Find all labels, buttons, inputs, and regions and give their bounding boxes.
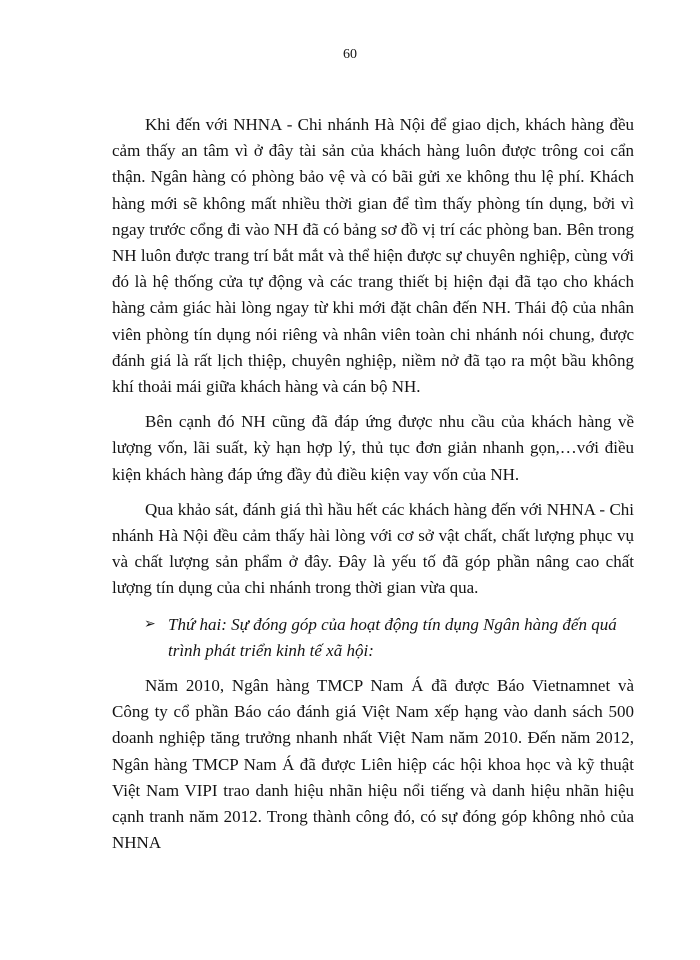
section-heading-text [112, 612, 634, 664]
page-number: 60 [343, 47, 357, 62]
section-heading-label: Thứ hai: Sự đóng góp của hoạt động tín dụng Ngân hàng đến quá trình phát triển kinh tế xã hội: [168, 614, 617, 660]
arrow-bullet-icon: ➢ [144, 616, 156, 632]
paragraph-facilities: Khi đến với NHNA - Chi nhánh Hà Nội để giao dịch, khách hàng đều cảm thấy an tâm vì ở đây tài sản của khách hàng luôn được trông coi cẩn thận. Ngân hàng có phòng bảo vệ và có bãi gửi xe không thu lệ phí. Khách hàng mới sẽ không mất nhiều thời gian để tìm thấy phòng tín dụng, bởi vì ngay trước cổng đi vào NH đã có bảng sơ đồ vị trí các phòng ban. Bên trong NH luôn được trang trí bắt mắt và thể hiện được sự chuyên nghiệp, cùng với đó là hệ thống cửa tự động và các trang thiết bị hiện đại đã tạo cho khách hàng cảm giác hài lòng ngay từ khi mới đặt chân đến NH. Thái độ của nhân viên phòng tín dụng nói riêng và nhân viên toàn chi nhánh nói chung, được đánh giá là rất lịch thiệp, chuyên nghiệp, niềm nở đã tạo ra một bầu không khí thoải mái giữa khách hàng và cán bộ NH. [112, 115, 634, 397]
document-body [112, 112, 634, 856]
section-heading [112, 612, 634, 664]
paragraph-awards: Năm 2010, Ngân hàng TMCP Nam Á đã được Báo Vietnamnet và Công ty cổ phần Báo cáo đánh giá Việt Nam xếp hạng vào danh sách 500 doanh nghiệp tăng trưởng nhanh nhất Việt Nam năm 2010. Đến năm 2012, Ngân hàng TMCP Nam Á đã được Liên hiệp các hội khoa học và kỹ thuật Việt Nam VIPI trao danh hiệu nhãn hiệu nổi tiếng và danh hiệu nhãn hiệu cạnh tranh năm 2012. Trong thành công đó, có sự đóng góp không nhỏ của NHNA [112, 676, 634, 853]
paragraph-loan-conditions: Bên cạnh đó NH cũng đã đáp ứng được nhu cầu của khách hàng về lượng vốn, lãi suất, kỳ hạn hợp lý, thủ tục đơn giản nhanh gọn,…với điều kiện khách hàng đáp ứng đầy đủ điều kiện vay vốn của NH. [112, 412, 634, 484]
paragraph-survey-results: Qua khảo sát, đánh giá thì hầu hết các khách hàng đến với NHNA - Chi nhánh Hà Nội đều cảm thấy hài lòng với cơ sở vật chất, chất lượng phục vụ và chất lượng sản phẩm ở đây. Đây là yếu tố đã góp phần nâng cao chất lượng tín dụng của chi nhánh trong thời gian vừa qua. [112, 499, 634, 598]
